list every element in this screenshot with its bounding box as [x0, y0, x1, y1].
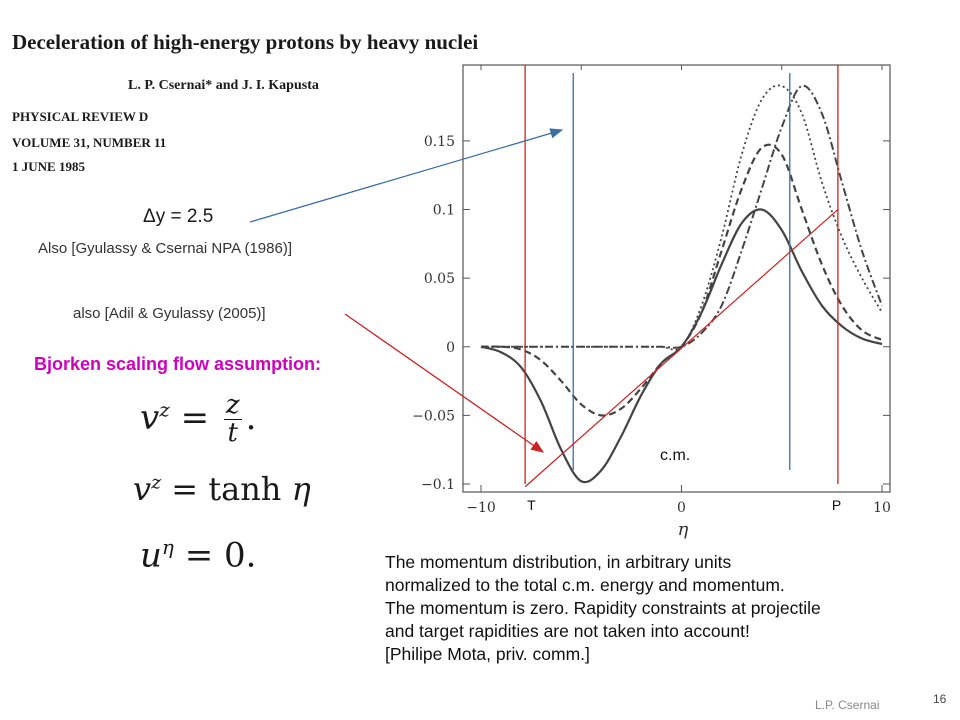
rapidity-markers	[525, 65, 838, 484]
x-tick-label: 0	[677, 500, 686, 516]
eq3-lhs: u	[140, 535, 162, 576]
y-axis-ticks	[412, 134, 890, 493]
eq3-rhs: 0.	[224, 535, 257, 576]
series-line-dashed	[481, 145, 882, 416]
caption-line-4: and target rapidities are not taken into account!	[385, 621, 750, 641]
eq3-sup: η	[161, 535, 174, 559]
arrow-adil	[345, 314, 543, 452]
x-tick-label: 10	[873, 500, 891, 516]
bjorken-heading: Bjorken scaling flow assumption:	[34, 354, 322, 374]
eq2-var: η	[291, 470, 311, 508]
x-tick-label: −10	[466, 500, 496, 516]
target-label: T	[527, 497, 536, 513]
plot-frame	[463, 65, 890, 492]
eq2-rhs: tanh	[208, 470, 282, 508]
y-tick-label: −0.05	[412, 408, 455, 425]
paper-title: Deceleration of high-energy protons by heavy nuclei	[12, 30, 479, 54]
journal-date: 1 JUNE 1985	[12, 159, 85, 174]
projectile-label: P	[831, 497, 842, 513]
x-axis-label: η	[677, 519, 689, 540]
footer-author: L.P. Csernai	[815, 698, 880, 712]
cm-line	[525, 210, 838, 487]
caption-line-5: [Philipe Mota, priv. comm.]	[385, 644, 590, 664]
y-tick-label: 0.1	[432, 202, 455, 219]
journal-name: PHYSICAL REVIEW D	[12, 109, 149, 124]
y-tick-label: 0	[446, 339, 455, 356]
ref-adil: also [Adil & Gyulassy (2005)]	[73, 305, 266, 322]
arrow-delta-y	[250, 130, 562, 222]
paper-authors: L. P. Csernai* and J. I. Kapusta	[128, 78, 319, 93]
chart-series	[481, 85, 882, 482]
caption-line-1: The momentum distribution, in arbitrary units	[385, 552, 732, 572]
cm-label: c.m.	[660, 447, 691, 464]
eq1-numerator: z	[225, 390, 240, 420]
ref-gyulassy: Also [Gyulassy & Csernai NPA (1986)]	[38, 240, 292, 257]
page-number: 16	[933, 692, 947, 706]
equation-ueta-zero: $u^\eta = 0$.	[140, 535, 257, 576]
eq1-sup: z	[159, 397, 170, 422]
equation-vz-tanh: $v^z = \tanh \eta$	[133, 470, 311, 508]
y-tick-label: −0.1	[421, 477, 455, 493]
eq1-lhs: v	[140, 397, 160, 438]
figure-caption	[385, 551, 955, 666]
plot-box	[463, 65, 890, 492]
journal-volume: VOLUME 31, NUMBER 11	[12, 135, 167, 150]
caption-line-3: The momentum is zero. Rapidity constraints at projectile	[385, 598, 821, 618]
y-tick-label: 0.05	[423, 271, 455, 288]
equation-vz-z-over-t: $v^z$ = $\frac{z}{t}$ .	[140, 390, 257, 449]
eq2-lhs: v	[133, 470, 152, 508]
y-tick-label: 0.15	[423, 133, 455, 150]
eq2-sup: z	[151, 471, 162, 494]
eq1-denominator: t	[227, 418, 238, 449]
delta-y-label: Δy = 2.5	[143, 206, 214, 227]
series-line-dashdot	[481, 86, 882, 348]
caption-line-2: normalized to the total c.m. energy and momentum.	[385, 575, 785, 595]
series-line-dotted	[481, 85, 882, 349]
